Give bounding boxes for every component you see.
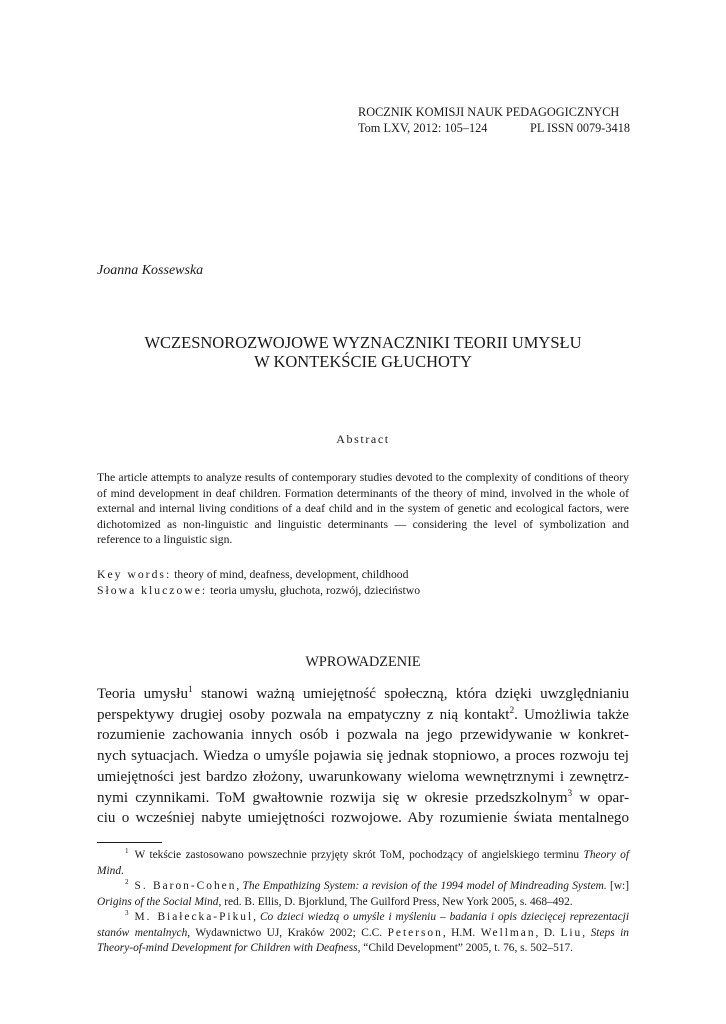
footnote-ref: 1 [188, 684, 193, 695]
footnote-text: , H.M. [442, 926, 481, 939]
journal-issn: PL ISSN 0079-3418 [530, 121, 630, 135]
footnote-text: W tekście zastosowano powszechnie przyjęty skrót ToM, pochodzący of angielskiego terminu [134, 849, 584, 861]
keywords-en-label: Key words: [97, 568, 172, 581]
body-line [97, 725, 629, 746]
footnotes [97, 848, 629, 957]
footnote-divider [97, 842, 162, 843]
footnote-text: , D. [535, 926, 561, 939]
footnote-italic: Steps in Theory-of-mind Development for Children with Deafness [97, 926, 629, 954]
footnote-text: , [236, 880, 243, 892]
section-heading: WPROWADZENIE [305, 654, 421, 670]
body-paragraph [97, 684, 629, 829]
footnote-author: Liu [560, 926, 583, 939]
body-line [97, 808, 629, 829]
footnote-text: . [121, 864, 124, 877]
body-text-segment: umiejętności jest bardzo złożony, uwarunkowany wieloma wewnętrznymi i zewnętrz- [97, 768, 629, 785]
footnote-italic: Theory of Mind [97, 849, 629, 877]
body-line [97, 705, 629, 726]
body-line [97, 746, 629, 767]
title-line-2: W KONTEKŚCIE GŁUCHOTY [254, 352, 472, 371]
footnote-author: S. Baron-Cohen [134, 880, 237, 892]
title-line-1: WCZESNOROZWOJOWE WYZNACZNIKI TEORII UMYSŁU [144, 333, 582, 352]
footnote-text: , red. B. Ellis, D. Bjorklund, The Guilford Press, New York 2005, s. 468–492. [218, 895, 573, 908]
footnote-author: M. Białecka-Pikul [134, 911, 254, 923]
footnote-text: , Wydawnictwo UJ, Kraków 2002; C.C. [187, 926, 388, 939]
journal-meta-row [358, 120, 630, 136]
keywords-block [97, 567, 629, 598]
footnote-2 [97, 879, 629, 910]
abstract-text: The article attempts to analyze results of contemporary studies devoted to the complexity of conditions of theory of mind development in deaf children. Formation determinants of the theory of mind, involved in the whole of external and internal living conditions of a deaf child and in the system of genetic and ecological factors, were dichotomized as non-linguistic and linguistic determinants — considering the level of symbolization and reference to a linguistic sign. [97, 471, 629, 547]
body-text-segment: rozumienie zachowania innych osób i pozwala na jego przewidywanie w konkret- [97, 727, 629, 744]
footnote-text: , [582, 926, 591, 939]
footnote-italic: The Empathizing System: a revision of the 1994 model of Mindreading System. [242, 880, 607, 892]
body-text-segment: . Umożliwia także [514, 706, 629, 723]
keywords-pl-text: teoria umysłu, głuchota, rozwój, dzieciństwo [210, 583, 421, 597]
footnote-3 [97, 910, 629, 957]
footnote-text: [w:] [606, 880, 629, 892]
footnote-number: 2 [125, 878, 129, 887]
body-line [97, 788, 629, 809]
abstract-heading: Abstract [336, 432, 390, 446]
footnote-text: , [253, 911, 260, 923]
keywords-pl [97, 583, 629, 599]
footnote-italic: Origins of the Social Mind [97, 895, 219, 908]
footnote-author: Wellman [480, 926, 536, 939]
footnote-number: 3 [125, 909, 129, 918]
body-text-segment: Teoria umysłu [97, 686, 189, 702]
journal-name: ROCZNIK KOMISJI NAUK PEDAGOGICZNYCH [358, 105, 620, 119]
journal-volume: Tom LXV, 2012: 105–124 [358, 121, 488, 135]
footnote-italic: Co dzieci wiedzą o umyśle i myśleniu – badania i opis dziecięcej reprezentacji stanów mentalnych [97, 911, 629, 939]
footnote-ref: 3 [567, 788, 573, 799]
keywords-en [97, 567, 629, 583]
author-name: Joanna Kossewska [97, 263, 204, 278]
footnote-1 [97, 848, 629, 879]
body-text-segment: stanowi ważną umiejętność społeczną, która dzięki uwzględnianiu [192, 686, 629, 702]
keywords-en-text: theory of mind, deafness, development, childhood [174, 568, 409, 581]
body-text-segment: ciu o wcześniej nabyte umiejętności rozwojowe. Aby rozumienie świata mentalnego [97, 810, 629, 827]
body-line [97, 767, 629, 788]
footnote-ref: 2 [509, 705, 515, 716]
body-text-segment: nych sytuacjach. Wiedza o umyśle pojawia się jednak stopniowo, a proces rozwoju tej [97, 748, 629, 765]
footnote-text: , “Child Development” 2005, t. 76, s. 502–517. [357, 942, 574, 954]
body-text-segment: perspektywy drugiej osoby pozwala na empatyczny z nią kontakt [97, 706, 510, 723]
body-text-segment: w opar- [572, 789, 629, 806]
body-text-segment: nymi czynnikami. ToM gwałtownie rozwija się w okresie przedszkolnym [97, 789, 568, 806]
footnote-author: Peterson [387, 926, 443, 939]
keywords-pl-label: Słowa kluczowe: [97, 583, 208, 597]
body-line [97, 684, 629, 705]
footnote-number: 1 [125, 847, 129, 856]
journal-header [358, 104, 630, 136]
article-title [60, 333, 666, 371]
